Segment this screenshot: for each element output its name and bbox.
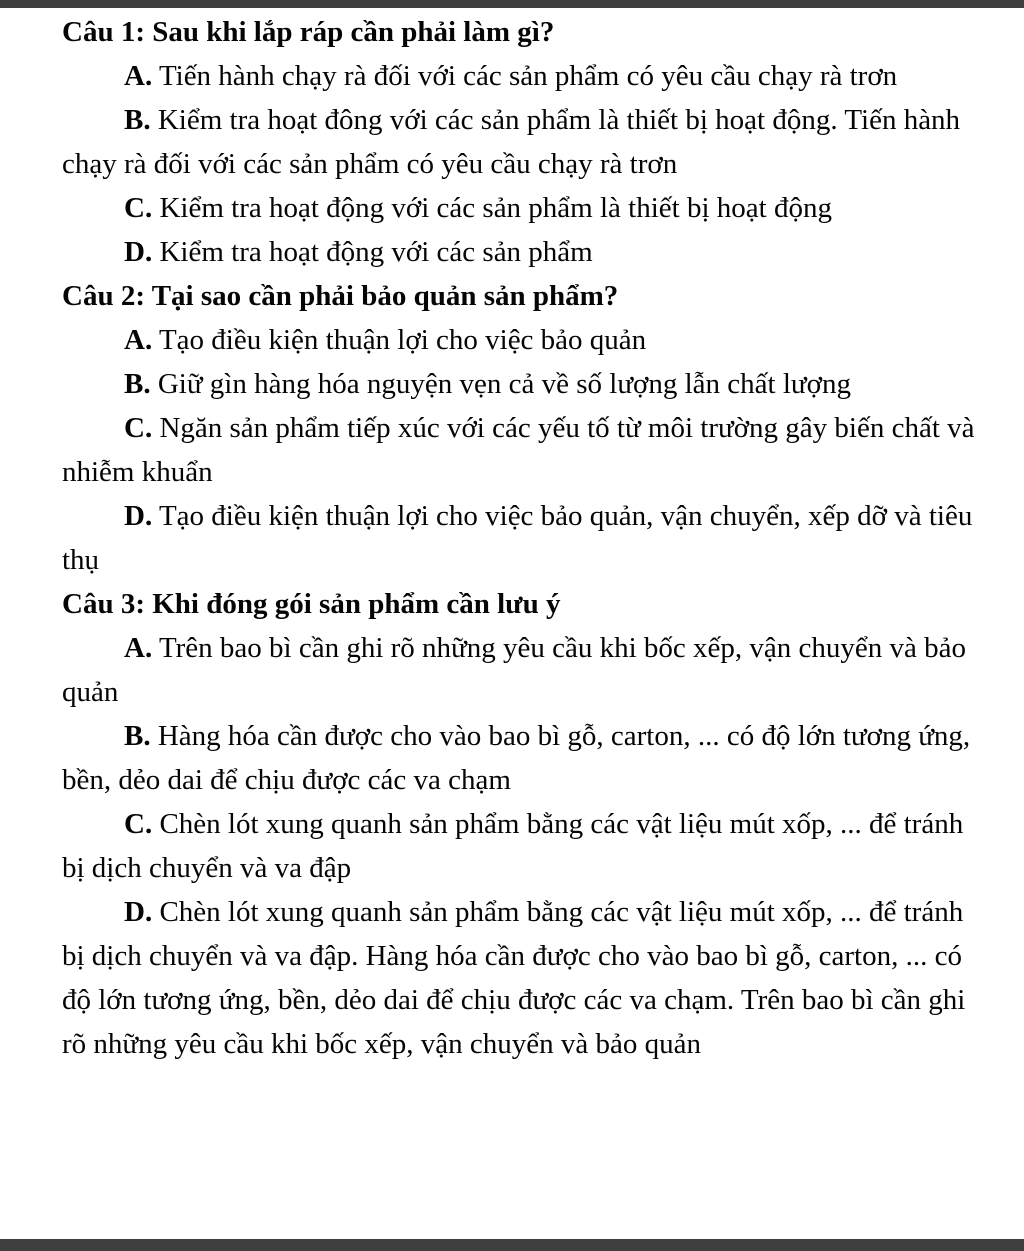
option-text: Chèn lót xung quanh sản phẩm bằng các vật liệu mút xốp, ... để tránh bị dịch chuyển và va đập (62, 808, 964, 884)
question-title: Câu 3: Khi đóng gói sản phẩm cần lưu ý (62, 588, 561, 620)
option-text: Tạo điều kiện thuận lợi cho việc bảo quản, vận chuyển, xếp dỡ và tiêu thụ (62, 500, 973, 576)
option-label: C. (124, 412, 153, 444)
option (62, 186, 984, 230)
option-text: Tạo điều kiện thuận lợi cho việc bảo quản (158, 324, 647, 356)
option-label: B. (124, 104, 151, 136)
option (62, 230, 984, 274)
option (62, 54, 984, 98)
document-page (0, 8, 1024, 1066)
option (62, 714, 984, 802)
option-text: Ngăn sản phẩm tiếp xúc với các yếu tố từ môi trường gây biến chất và nhiễm khuẩn (62, 412, 975, 488)
option (62, 626, 984, 714)
option-label: A. (124, 632, 153, 664)
option-label: A. (124, 324, 153, 356)
option-text: Tiến hành chạy rà đối với các sản phẩm có yêu cầu chạy rà trơn (158, 60, 898, 92)
top-edge-bar (0, 0, 1024, 8)
option-label: D. (124, 236, 153, 268)
option-text: Kiểm tra hoạt động với các sản phẩm (159, 236, 593, 268)
option (62, 98, 984, 186)
option-label: D. (124, 896, 153, 928)
option (62, 362, 984, 406)
option (62, 890, 984, 1066)
option-label: B. (124, 720, 151, 752)
option-text: Kiểm tra hoạt động với các sản phẩm là thiết bị hoạt động (159, 192, 832, 224)
option-text: Chèn lót xung quanh sản phẩm bằng các vật liệu mút xốp, ... để tránh bị dịch chuyển và va đập. Hàng hóa cần được cho vào bao bì gỗ, carton, ... có độ lớn tương ứng, bền, dẻo dai để chịu được các va chạm. Trên bao bì cần ghi rõ những yêu cầu khi bốc xếp, vận chuyển và bảo quản (62, 896, 966, 1060)
option-text: Giữ gìn hàng hóa nguyện vẹn cả về số lượng lẫn chất lượng (157, 368, 851, 400)
option-text: Trên bao bì cần ghi rõ những yêu cầu khi bốc xếp, vận chuyển và bảo quản (62, 632, 967, 708)
question-title: Câu 1: Sau khi lắp ráp cần phải làm gì? (62, 16, 555, 48)
option (62, 406, 984, 494)
option-text: Hàng hóa cần được cho vào bao bì gỗ, carton, ... có độ lớn tương ứng, bền, dẻo dai để chịu được các va chạm (62, 720, 971, 796)
option-label: C. (124, 808, 153, 840)
option (62, 318, 984, 362)
option (62, 802, 984, 890)
question-title: Câu 2: Tại sao cần phải bảo quản sản phẩm? (62, 280, 619, 312)
option-label: B. (124, 368, 151, 400)
option-text: Kiểm tra hoạt đông với các sản phẩm là thiết bị hoạt động. Tiến hành chạy rà đối với các sản phẩm có yêu cầu chạy rà trơn (62, 104, 961, 180)
option-label: A. (124, 60, 153, 92)
option (62, 494, 984, 582)
bottom-edge-bar (0, 1239, 1024, 1251)
option-label: D. (124, 500, 153, 532)
option-label: C. (124, 192, 153, 224)
